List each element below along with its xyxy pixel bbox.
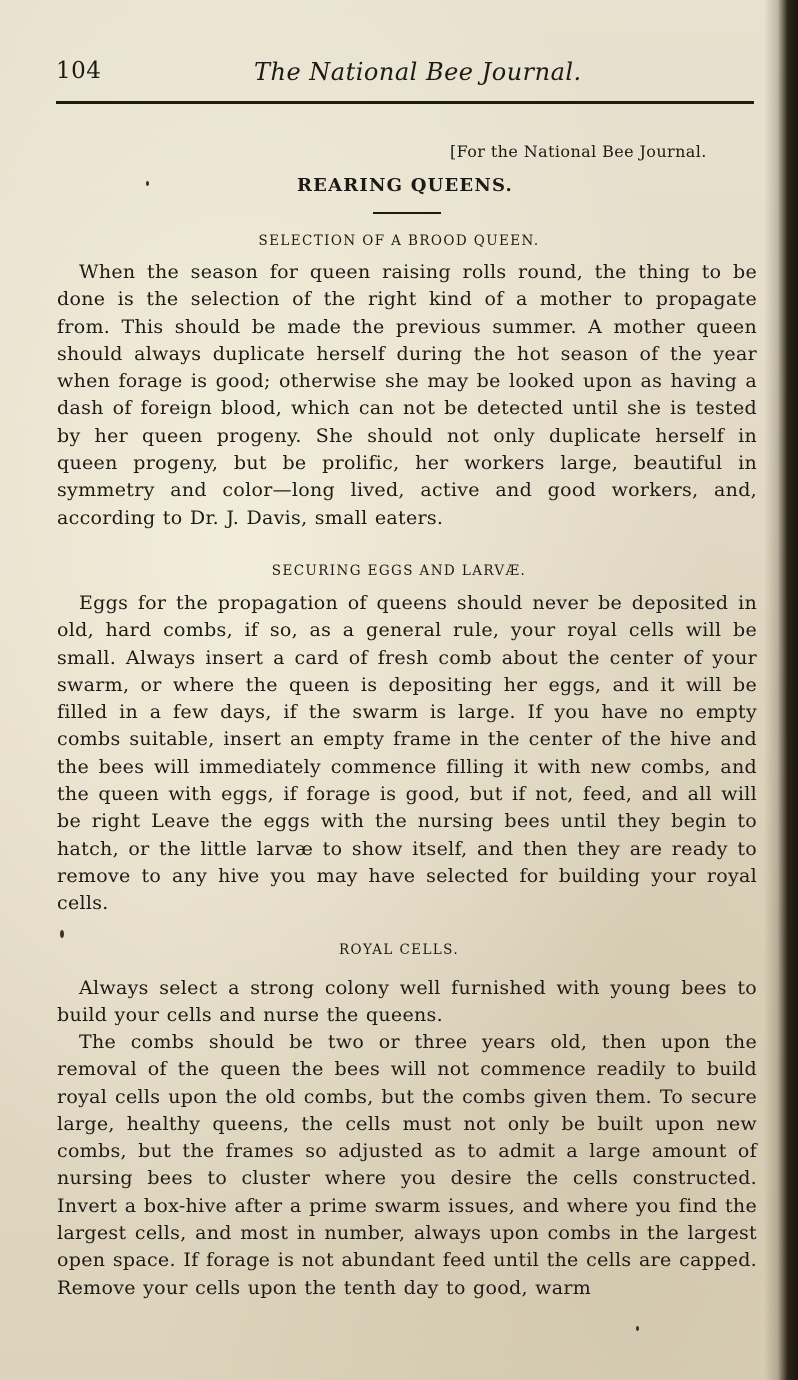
paragraph-text: When the season for queen raising rolls round, the thing to be done is the selection of the right kind of a mother to propagate from. This should be made the previous summer. A mother queen should always duplicate herself during the hot season of the year when forage is good; otherwise she may be looked upon as having a dash of foreign blood, which can not be detected until she is tested by her queen progeny. She should not only duplicate herself in queen progeny, but be prolific, her workers large, beautiful in symmetry and color—long lived, active and good workers, and, according to Dr. J. Davis, small eaters. (57, 261, 757, 529)
paragraph-selection (57, 259, 757, 532)
ink-speck (636, 1326, 639, 1331)
section-heading-selection: SELECTION OF A BROOD QUEEN. (258, 233, 540, 249)
running-header (56, 58, 756, 94)
attribution: [For the National Bee Journal. (450, 142, 707, 161)
paragraph-text: The combs should be two or three years old, then upon the removal of the queen the bees will not commence readily to build royal cells upon the old combs, but the combs given them. To secure large, healthy queens, the cells must not only be built upon new combs, but the frames so adjusted as to admit a large amount of nursing bees to cluster where you desire the cells constructed. Invert a box-hive after a prime swarm issues, and where you find the largest cells, and most in number, always upon combs in the largest open space. If forage is not abundant feed until the cells are capped. Remove your cells upon the tenth day to good, warm (57, 1031, 757, 1299)
section-heading-eggs: SECURING EGGS AND LARVÆ. (271, 563, 527, 579)
page-edge-shadow (764, 0, 798, 1380)
title-rule (373, 212, 441, 214)
running-title: The National Bee Journal. (254, 58, 582, 86)
paragraph-text: Eggs for the propagation of queens should never be deposited in old, hard combs, if so, as a general rule, your royal cells will be small. Always insert a card of fresh comb about the center of your swarm, or where the queen is depositing her eggs, and it will be filled in a few days, if the swarm is large. If you have no empty combs suitable, insert an empty frame in the center of the hive and the bees will immediately commence filling it with new combs, and the queen with eggs, if forage is good, but if not, feed, and all will be right Leave the eggs with the nursing bees until they begin to hatch, or the little larvæ to show itself, and then they are ready to remove to any hive you may have selected for building your royal cells. (57, 592, 757, 915)
ink-speck (60, 930, 64, 938)
header-rule (56, 101, 754, 104)
ink-speck (146, 181, 149, 186)
section-heading-royal-cells: ROYAL CELLS. (338, 942, 460, 958)
article-title: REARING QUEENS. (296, 175, 513, 196)
paragraph-royal-cells-2 (57, 1029, 757, 1302)
paragraph-text: Always select a strong colony well furnished with young bees to build your cells and nurse the queens. (57, 977, 757, 1027)
paragraph-royal-cells-1 (57, 975, 757, 1030)
paragraph-eggs (57, 590, 757, 918)
page-number: 104 (56, 58, 102, 84)
